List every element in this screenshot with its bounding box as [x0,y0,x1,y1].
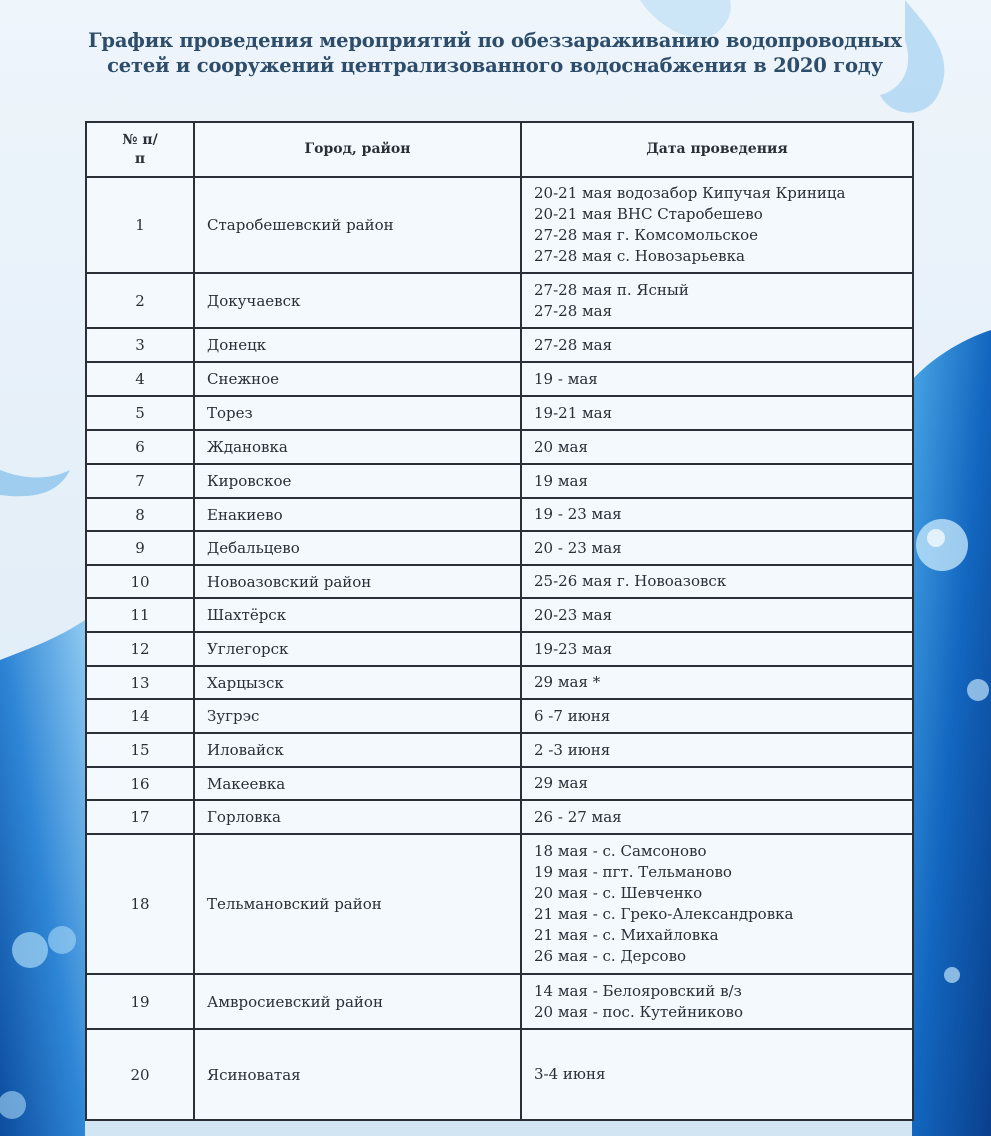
row-number: 11 [86,598,194,632]
table-row [86,598,913,632]
table-row [86,666,913,699]
row-number: 20 [86,1029,194,1120]
row-number: 9 [86,531,194,565]
table-row [86,328,913,362]
row-city: Снежное [194,362,521,396]
page-title [60,28,930,78]
date-line: 19 мая - пгт. Тельманово [534,863,732,881]
row-city: Старобешевский район [194,177,521,273]
table-row [86,974,913,1029]
row-city: Горловка [194,800,521,834]
row-dates [521,666,913,699]
row-number: 12 [86,632,194,666]
row-number: 8 [86,498,194,531]
row-dates [521,598,913,632]
header-city: Город, район [194,122,521,177]
table-row [86,498,913,531]
date-line: 18 мая - с. Самсоново [534,842,707,860]
row-number: 16 [86,767,194,800]
table-row [86,1029,913,1120]
date-line: 14 мая - Белояровский в/з [534,981,742,1000]
row-number: 14 [86,699,194,733]
date-line: 20 мая - пос. Кутейниково [534,1002,743,1021]
row-dates [521,632,913,666]
date-line: 29 мая [534,774,588,792]
row-city: Зугрэс [194,699,521,733]
row-dates [521,531,913,565]
row-number: 18 [86,834,194,974]
table-row [86,362,913,396]
row-city: Ждановка [194,430,521,464]
row-city: Торез [194,396,521,430]
row-dates [521,430,913,464]
table-row [86,565,913,598]
row-dates [521,464,913,498]
date-line: 19 мая [534,471,588,490]
row-number: 17 [86,800,194,834]
row-city: Ясиноватая [194,1029,521,1120]
row-dates [521,1029,913,1120]
table-row [86,733,913,767]
date-line: 6 -7 июня [534,706,611,725]
row-dates [521,767,913,800]
row-dates [521,733,913,767]
row-dates [521,273,913,328]
table-row [86,177,913,273]
row-city: Углегорск [194,632,521,666]
table-row [86,531,913,565]
date-line: 19 - мая [534,369,598,388]
date-line: 27-28 мая [534,301,613,320]
row-dates [521,498,913,531]
date-line: 27-28 мая г. Комсомольское [534,226,759,244]
table-header-row [86,122,913,177]
table-row [86,632,913,666]
date-line: 29 мая * [534,673,601,691]
table-row [86,430,913,464]
row-city: Донецк [194,328,521,362]
date-line: 19-21 мая [534,403,613,422]
table-row [86,396,913,430]
row-number: 4 [86,362,194,396]
table-row [86,767,913,800]
date-line: 3-4 июня [534,1065,606,1083]
date-line: 20 мая [534,437,588,456]
row-dates [521,565,913,598]
title-line-1: График проведения мероприятий по обеззараживанию водопроводных [88,29,902,52]
date-line: 27-28 мая п. Ясный [534,280,689,299]
table-row [86,800,913,834]
date-line: 19 - 23 мая [534,505,622,523]
row-number: 2 [86,273,194,328]
row-dates [521,699,913,733]
row-city: Шахтёрск [194,598,521,632]
date-line: 19-23 мая [534,639,613,658]
date-line: 27-28 мая с. Новозарьевка [534,247,745,265]
row-number: 6 [86,430,194,464]
row-city: Макеевка [194,767,521,800]
date-line: 2 -3 июня [534,740,611,759]
row-number: 10 [86,565,194,598]
table-row [86,834,913,974]
date-line: 20 мая - с. Шевченко [534,884,703,902]
date-line: 20-23 мая [534,605,613,624]
row-city: Дебальцево [194,531,521,565]
date-line: 27-28 мая [534,335,613,354]
row-dates [521,834,913,974]
row-city: Амвросиевский район [194,974,521,1029]
table-row [86,464,913,498]
table-row [86,699,913,733]
row-dates [521,974,913,1029]
row-number: 15 [86,733,194,767]
row-number: 1 [86,177,194,273]
table-row [86,273,913,328]
date-line: 25-26 мая г. Новоазовск [534,572,727,590]
row-city: Новоазовский район [194,565,521,598]
date-line: 20 - 23 мая [534,538,622,557]
schedule-table-container [85,121,912,1121]
row-city: Харцызск [194,666,521,699]
row-dates [521,177,913,273]
row-number: 13 [86,666,194,699]
row-dates [521,396,913,430]
schedule-table [85,121,914,1121]
row-number: 3 [86,328,194,362]
row-city: Енакиево [194,498,521,531]
row-dates [521,362,913,396]
date-line: 20-21 мая ВНС Старобешево [534,205,763,223]
row-number: 5 [86,396,194,430]
date-line: 26 - 27 мая [534,807,622,826]
date-line: 21 мая - с. Греко-Александровка [534,905,794,923]
row-city: Иловайск [194,733,521,767]
title-line-2: сетей и сооружений централизованного водоснабжения в 2020 году [107,54,883,77]
date-line: 26 мая - с. Дерсово [534,947,687,965]
header-date: Дата проведения [521,122,913,177]
row-city: Тельмановский район [194,834,521,974]
row-dates [521,328,913,362]
row-city: Кировское [194,464,521,498]
row-number: 7 [86,464,194,498]
row-city: Докучаевск [194,273,521,328]
header-num: № п/п [86,122,194,177]
date-line: 20-21 мая водозабор Кипучая Криница [534,184,846,202]
date-line: 21 мая - с. Михайловка [534,926,719,944]
row-number: 19 [86,974,194,1029]
row-dates [521,800,913,834]
